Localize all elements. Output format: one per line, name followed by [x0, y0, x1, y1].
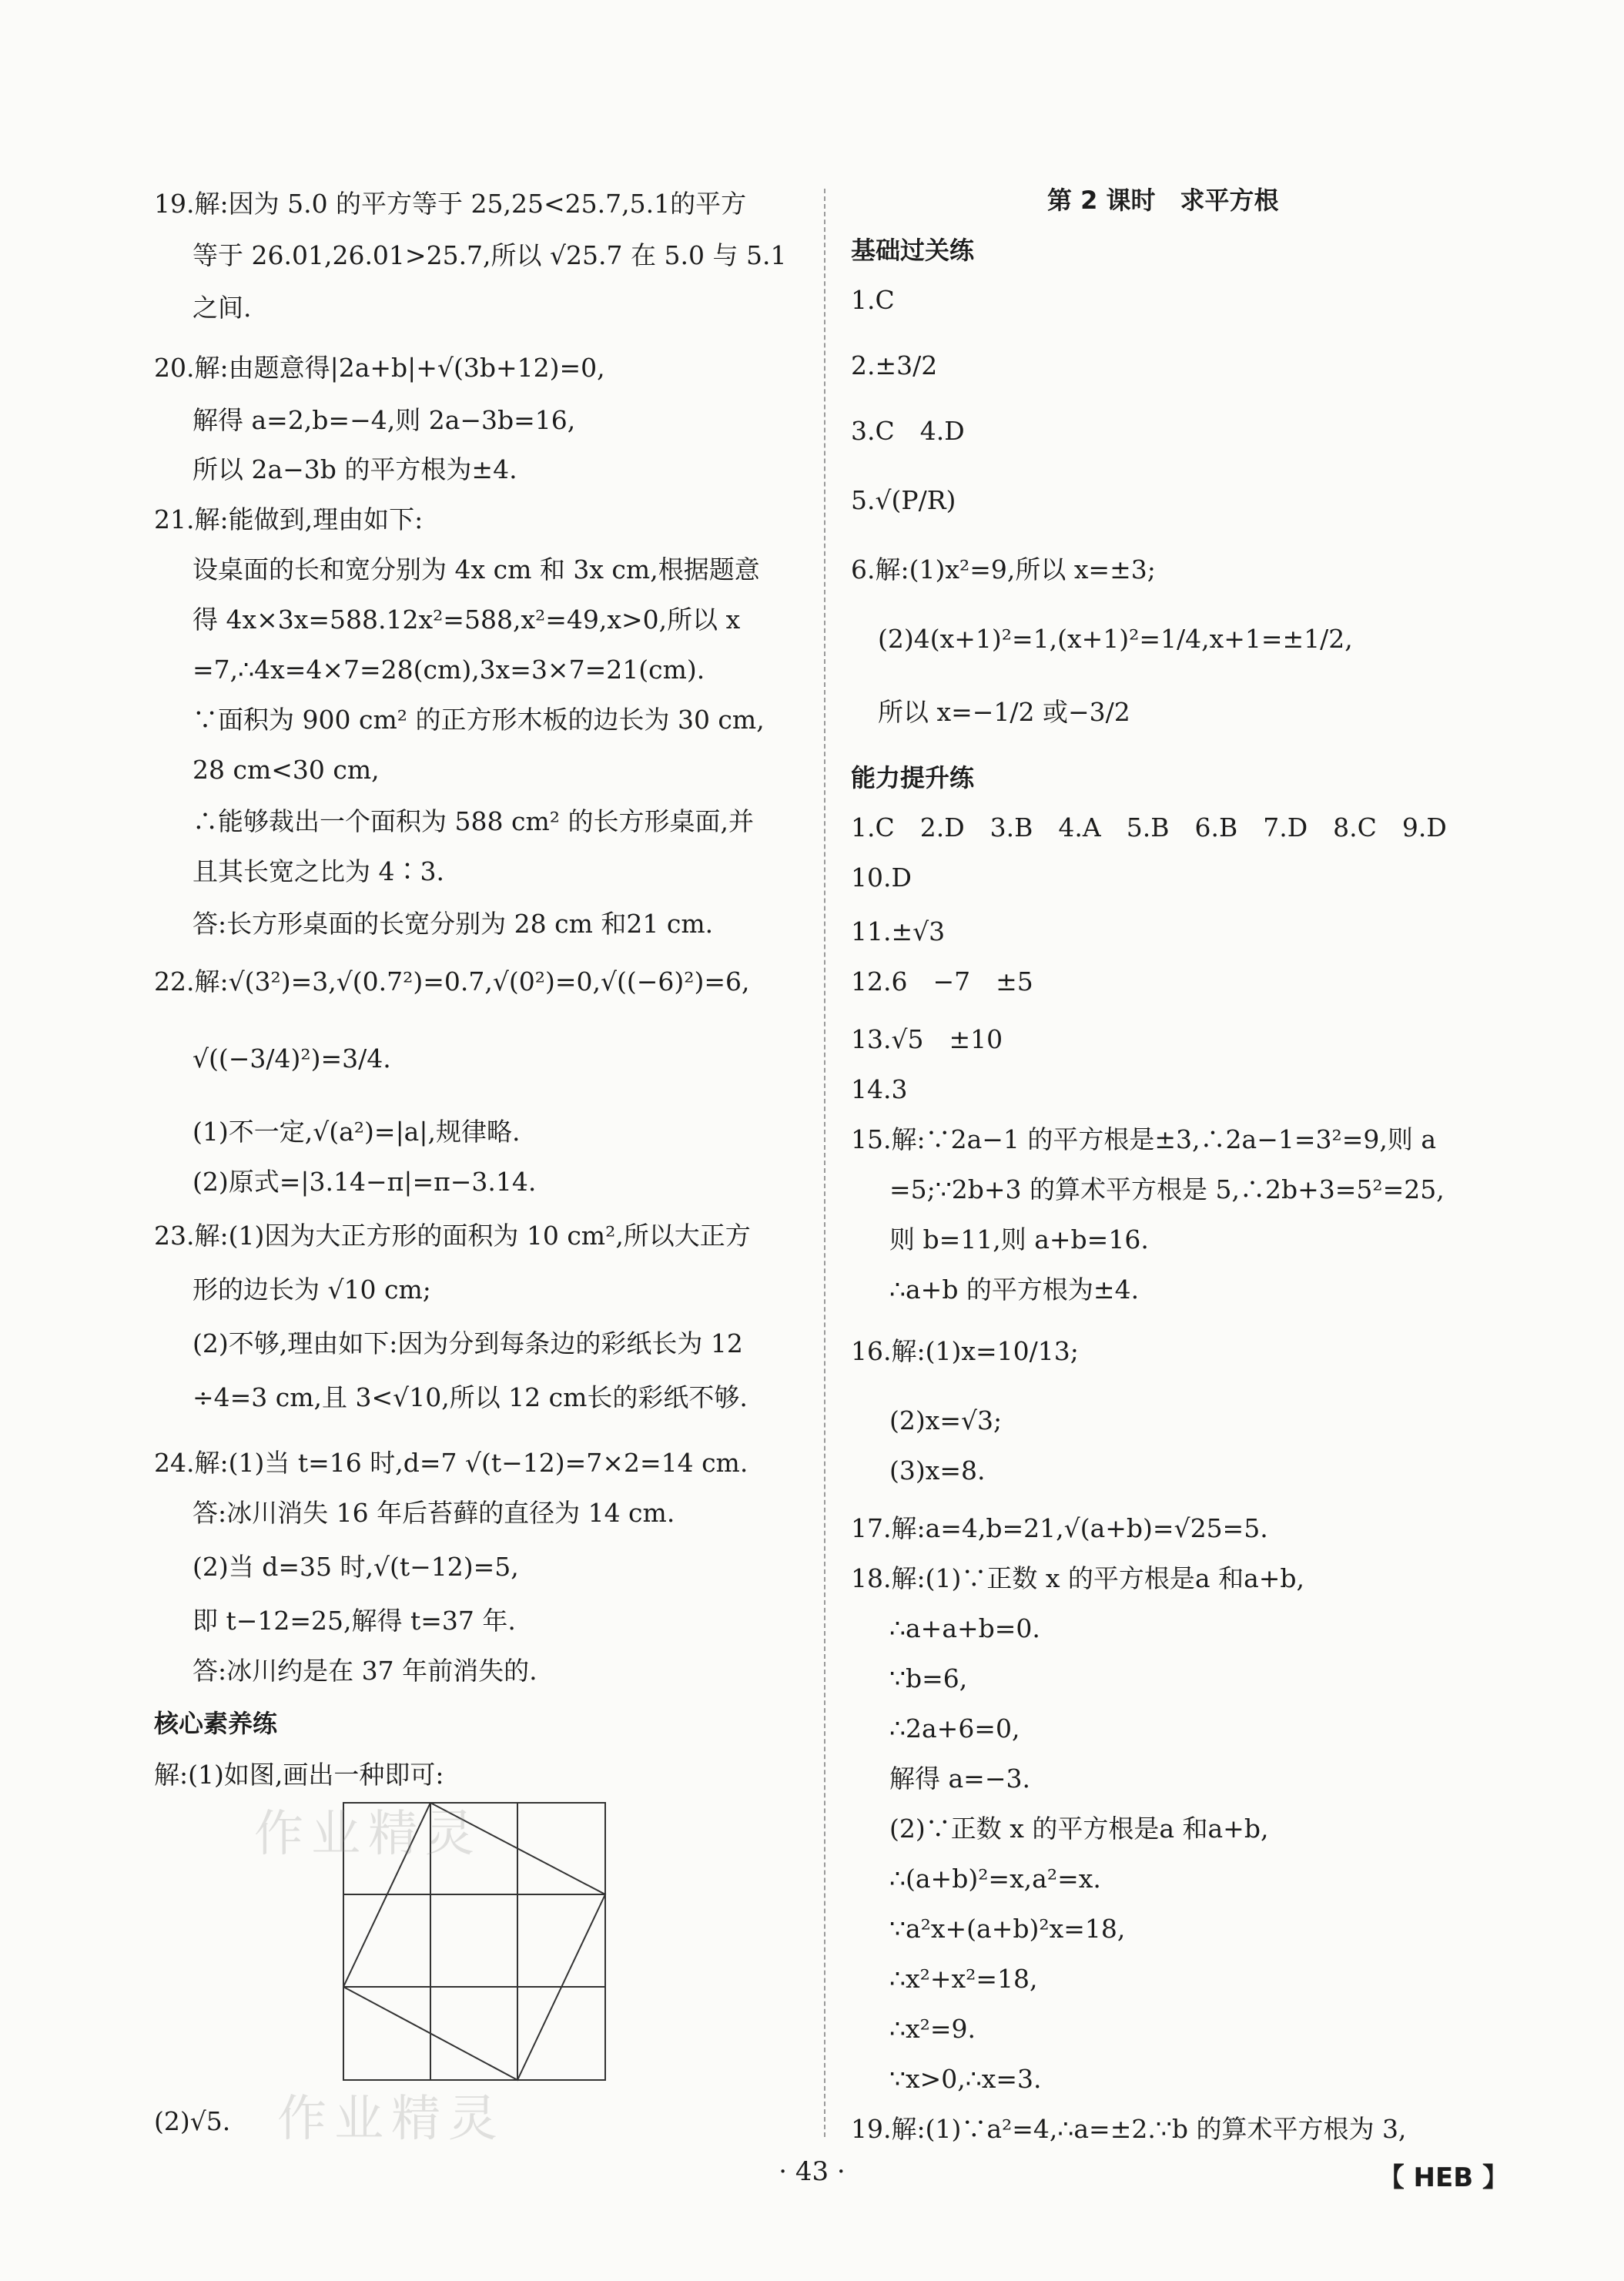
answer-line: 解:(1)如图,画出一种即可: — [154, 1760, 444, 1790]
answer-line: 13.√5 ±10 — [851, 1024, 1003, 1054]
answer-line: 24.解:(1)当 t=16 时,d=7 √(t−12)=7×2=14 cm. — [154, 1448, 748, 1478]
answer-line: 15.解:∵2a−1 的平方根是±3,∴2a−1=3²=9,则 a — [851, 1124, 1437, 1154]
answer-line: 18.解:(1)∵正数 x 的平方根是a 和a+b, — [851, 1563, 1305, 1593]
answer-line: 形的边长为 √10 cm; — [193, 1274, 431, 1305]
answer-line: 解得 a=2,b=−4,则 2a−3b=16, — [193, 405, 576, 435]
section-heading: 核心素养练 — [154, 1709, 278, 1738]
answer-line: (2)x=√3; — [889, 1405, 1003, 1435]
answer-line: 解得 a=−3. — [889, 1764, 1030, 1794]
answer-line: 10.D — [851, 862, 912, 893]
watermark: 作业精灵 — [254, 1806, 482, 1863]
answer-line: 11.±√3 — [851, 916, 946, 946]
answer-line: (1)不一定,√(a²)=|a|,规律略. — [193, 1117, 521, 1147]
watermark: 作业精灵 — [277, 2091, 505, 2148]
answer-line: 6.解:(1)x²=9,所以 x=±3; — [851, 554, 1156, 584]
answer-line: (2)4(x+1)²=1,(x+1)²=1/4,x+1=±1/2, — [878, 624, 1353, 654]
answer-line: (2)原式=|3.14−π|=π−3.14. — [193, 1167, 537, 1197]
answer-line: 21.解:能做到,理由如下: — [154, 504, 424, 534]
answer-line: ∴能够裁出一个面积为 588 cm² 的长方形桌面,并 — [193, 806, 754, 836]
answer-line: 所以 x=−1/2 或−3/2 — [878, 697, 1130, 727]
answer-line: 且其长宽之比为 4∶3. — [193, 856, 444, 886]
answer-line: 14.3 — [851, 1074, 908, 1104]
answer-line: 22.解:√(3²)=3,√(0.7²)=0.7,√(0²)=0,√((−6)²)=6, — [154, 966, 750, 996]
answer-line: ∵x>0,∴x=3. — [889, 2064, 1042, 2094]
answer-line: 1.C 2.D 3.B 4.A 5.B 6.B 7.D 8.C 9.D — [851, 812, 1447, 842]
answer-line: 19.解:因为 5.0 的平方等于 25,25<25.7,5.1的平方 — [154, 189, 747, 219]
answer-line: ∵面积为 900 cm² 的正方形木板的边长为 30 cm, — [193, 705, 765, 735]
answer-line: 16.解:(1)x=10/13; — [851, 1336, 1079, 1366]
answer-line: 得 4x×3x=588.12x²=588,x²=49,x>0,所以 x — [193, 605, 741, 635]
answer-line: 3.C 4.D — [851, 416, 965, 446]
answer-line: 之间. — [193, 293, 252, 323]
answer-line: (3)x=8. — [889, 1455, 986, 1485]
answer-line: 1.C — [851, 285, 895, 315]
answer-line: (2)√5. — [154, 2106, 231, 2136]
answer-line: =7,∴4x=4×7=28(cm),3x=3×7=21(cm). — [193, 655, 705, 685]
answer-line: (2)当 d=35 时,√(t−12)=5, — [193, 1552, 519, 1582]
section-heading: 基础过关练 — [851, 236, 975, 265]
answer-line: 28 cm<30 cm, — [193, 755, 380, 785]
answer-line: ∴x²=9. — [889, 2014, 976, 2044]
answer-line: 17.解:a=4,b=21,√(a+b)=√25=5. — [851, 1513, 1268, 1543]
answer-line: ∴2a+6=0, — [889, 1713, 1020, 1743]
section-heading: 能力提升练 — [851, 763, 975, 792]
answer-line: √((−3/4)²)=3/4. — [193, 1043, 391, 1074]
answer-line: ÷4=3 cm,且 3<√10,所以 12 cm长的彩纸不够. — [193, 1382, 748, 1412]
answer-line: ∴a+b 的平方根为±4. — [889, 1274, 1140, 1305]
lesson-title: 第 2 课时 求平方根 — [1047, 186, 1279, 215]
answer-line: 答:长方形桌面的长宽分别为 28 cm 和21 cm. — [193, 909, 714, 939]
answer-line: (2)不够,理由如下:因为分到每条边的彩纸长为 12 — [193, 1328, 743, 1358]
answer-line: 12.6 −7 ±5 — [851, 966, 1033, 996]
answer-line: 所以 2a−3b 的平方根为±4. — [193, 454, 517, 484]
answer-line: ∴a+a+b=0. — [889, 1613, 1040, 1643]
answer-line: 答:冰川消失 16 年后苔藓的直径为 14 cm. — [193, 1498, 675, 1528]
answer-line: ∵b=6, — [889, 1663, 968, 1693]
answer-line: 即 t−12=25,解得 t=37 年. — [193, 1606, 516, 1636]
answer-line: 20.解:由题意得|2a+b|+√(3b+12)=0, — [154, 353, 605, 383]
publisher-badge: 【 HEB 】 — [1378, 2162, 1508, 2193]
answer-line: 2.±3/2 — [851, 350, 938, 380]
answer-line: (2)∵正数 x 的平方根是a 和a+b, — [889, 1814, 1269, 1844]
answer-line: 等于 26.01,26.01>25.7,所以 √25.7 在 5.0 与 5.1 — [193, 240, 787, 270]
answer-line: 23.解:(1)因为大正方形的面积为 10 cm²,所以大正方 — [154, 1221, 751, 1251]
answer-line: 19.解:(1)∵a²=4,∴a=±2.∵b 的算术平方根为 3, — [851, 2114, 1407, 2144]
answer-line: 设桌面的长和宽分别为 4x cm 和 3x cm,根据题意 — [193, 554, 760, 584]
answer-line: =5;∵2b+3 的算术平方根是 5,∴2b+3=5²=25, — [889, 1174, 1445, 1204]
page-number: · 43 · — [779, 2156, 845, 2187]
answer-line: ∴(a+b)²=x,a²=x. — [889, 1864, 1101, 1894]
answer-line: 5.√(P/R) — [851, 485, 956, 515]
answer-line: ∴x²+x²=18, — [889, 1964, 1038, 1994]
column-divider — [824, 189, 825, 2137]
answer-line: 则 b=11,则 a+b=16. — [889, 1224, 1149, 1254]
answer-line: 答:冰川约是在 37 年前消失的. — [193, 1656, 537, 1686]
answer-line: ∵a²x+(a+b)²x=18, — [889, 1914, 1126, 1944]
